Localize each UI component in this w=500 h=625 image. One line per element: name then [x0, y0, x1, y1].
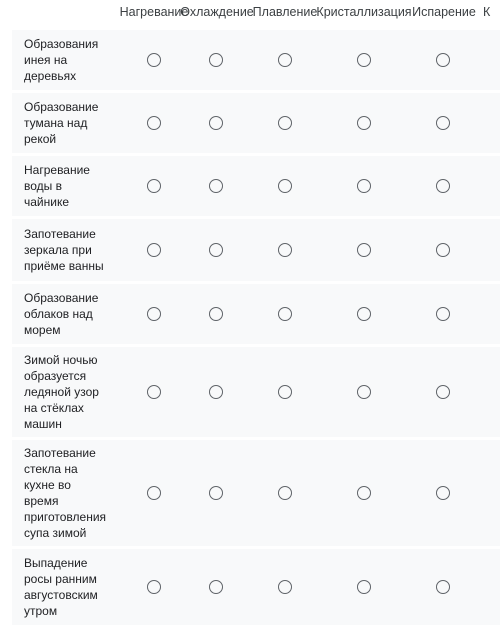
radio-button[interactable]: [357, 179, 371, 193]
radio-button[interactable]: [278, 243, 292, 257]
column-header-row: [0, 0, 500, 26]
radio-button[interactable]: [436, 243, 450, 257]
radio-button[interactable]: [436, 580, 450, 594]
grid-row: [12, 440, 500, 546]
row-label: Зимой ночью образуется ледяной узор на стёклах машин: [24, 353, 99, 431]
radio-button[interactable]: [278, 486, 292, 500]
radio-button[interactable]: [147, 580, 161, 594]
radio-button[interactable]: [147, 385, 161, 399]
radio-button[interactable]: [147, 179, 161, 193]
grid-row: [12, 549, 500, 625]
radio-button[interactable]: [147, 53, 161, 67]
radio-button[interactable]: [436, 385, 450, 399]
grid-row: [12, 219, 500, 281]
radio-button[interactable]: [436, 179, 450, 193]
radio-button[interactable]: [147, 243, 161, 257]
row-label: Запотевание стекла на кухне во время приготовления супа зимой: [24, 446, 107, 540]
radio-button[interactable]: [357, 486, 371, 500]
column-header: К: [483, 5, 491, 19]
radio-button[interactable]: [357, 243, 371, 257]
radio-button[interactable]: [436, 53, 450, 67]
radio-button[interactable]: [209, 307, 223, 321]
column-header: Плавление: [252, 5, 318, 19]
radio-button[interactable]: [357, 580, 371, 594]
grid-row: [12, 156, 500, 216]
grid-row: [12, 30, 500, 90]
radio-button[interactable]: [278, 385, 292, 399]
row-label: Образования инея на деревьях: [24, 37, 99, 83]
row-label: Образование тумана над рекой: [24, 100, 99, 146]
radio-button[interactable]: [147, 116, 161, 130]
column-header: Охлаждение: [180, 5, 254, 19]
radio-button[interactable]: [436, 486, 450, 500]
radio-button[interactable]: [209, 53, 223, 67]
radio-button[interactable]: [209, 179, 223, 193]
radio-button[interactable]: [357, 307, 371, 321]
row-label: Образование облаков над морем: [24, 291, 99, 337]
radio-button[interactable]: [209, 580, 223, 594]
radio-button[interactable]: [278, 580, 292, 594]
row-label: Запотевание зеркала при приёме ванны: [24, 227, 104, 273]
column-header: Кристаллизация: [316, 5, 412, 19]
radio-button[interactable]: [357, 116, 371, 130]
radio-button[interactable]: [436, 116, 450, 130]
radio-button[interactable]: [278, 53, 292, 67]
row-label: Нагревание воды в чайнике: [24, 163, 90, 209]
radio-button[interactable]: [209, 116, 223, 130]
radio-button[interactable]: [147, 486, 161, 500]
radio-button[interactable]: [278, 179, 292, 193]
radio-button[interactable]: [209, 243, 223, 257]
row-label: Выпадение росы ранним августовским утром: [24, 556, 98, 618]
column-header: Нагревание: [119, 5, 189, 19]
radio-button[interactable]: [147, 307, 161, 321]
grid-row: [12, 93, 500, 153]
radio-button[interactable]: [278, 116, 292, 130]
column-header: Испарение: [412, 5, 476, 19]
radio-button[interactable]: [209, 385, 223, 399]
radio-button[interactable]: [436, 307, 450, 321]
radio-button[interactable]: [357, 385, 371, 399]
radio-button[interactable]: [278, 307, 292, 321]
grid-row: [12, 347, 500, 437]
radio-button[interactable]: [357, 53, 371, 67]
radio-button[interactable]: [209, 486, 223, 500]
grid-row: [12, 284, 500, 344]
